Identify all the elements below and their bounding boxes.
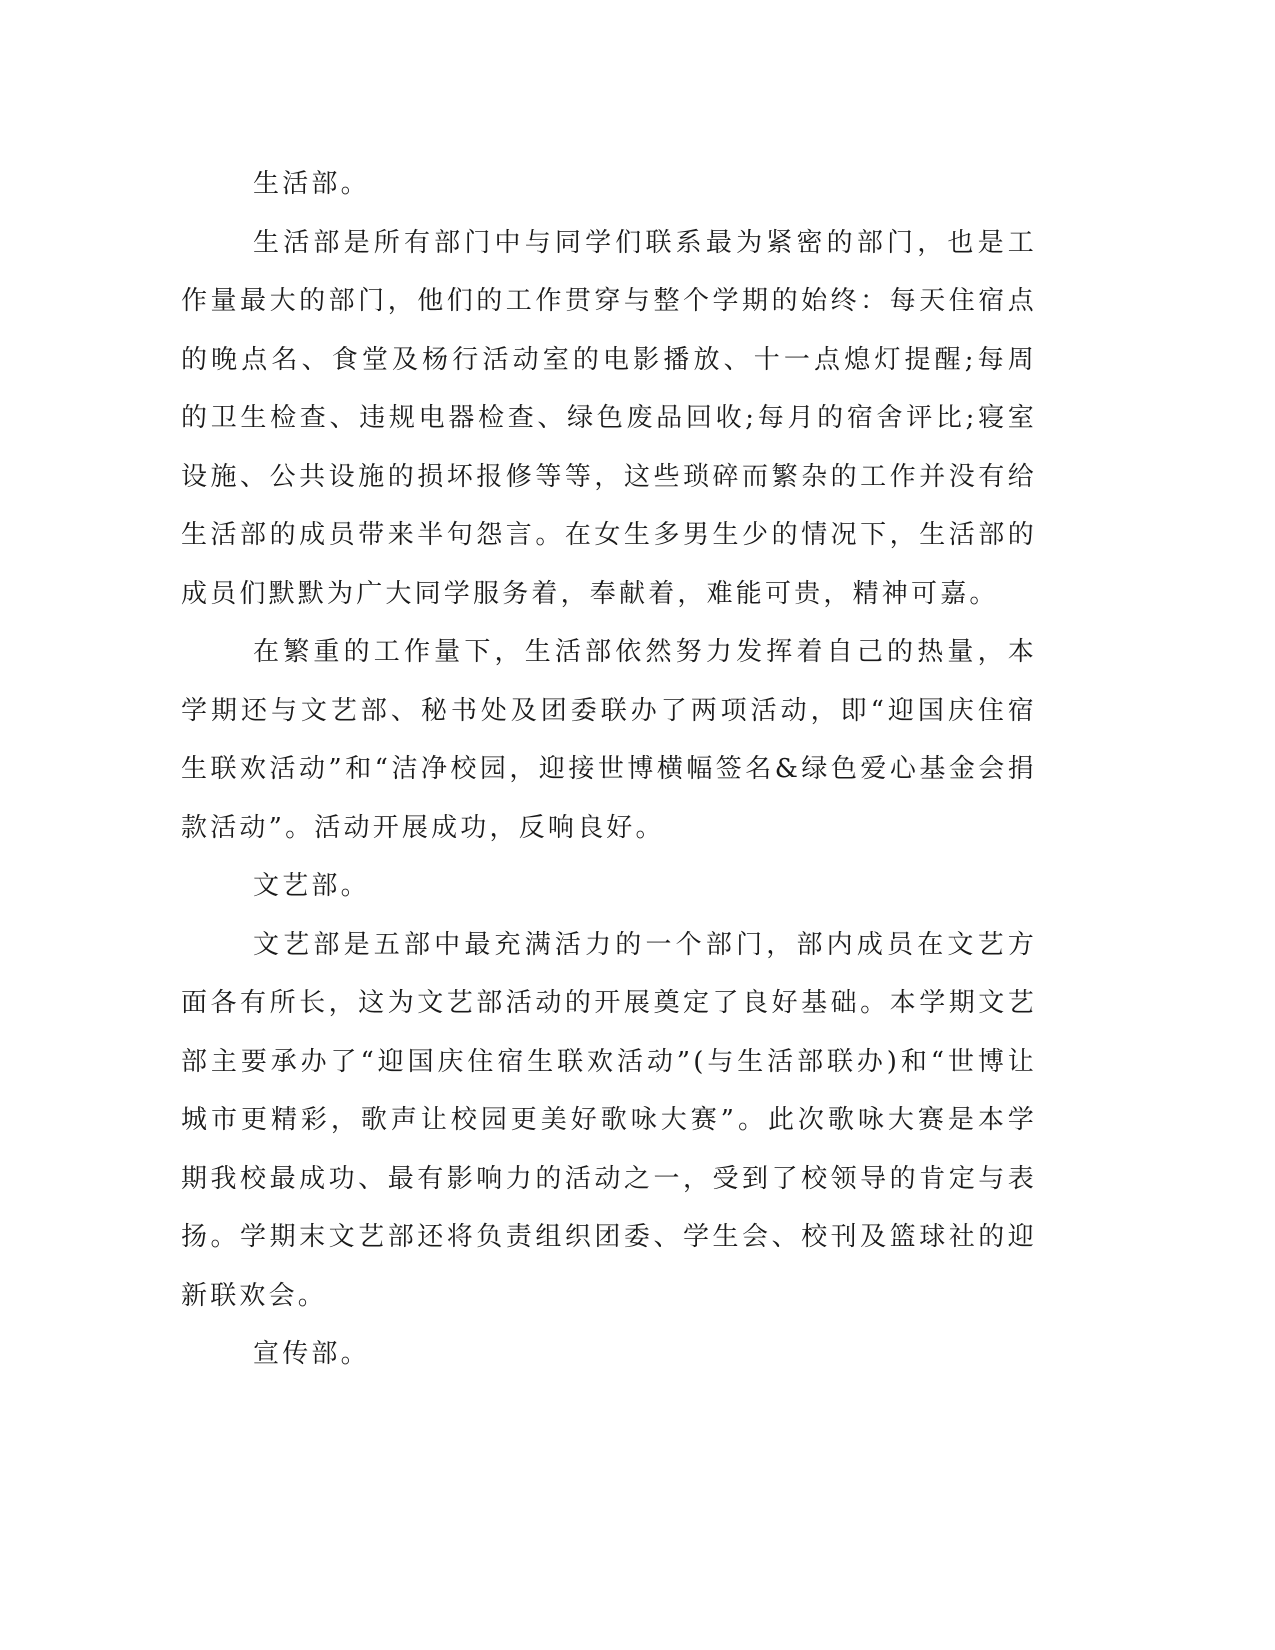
paragraph-arts-department: 文艺部是五部中最充满活力的一个部门，部内成员在文艺方面各有所长，这为文艺部活动的开展奠定了良好基础。本学期文艺部主要承办了“迎国庆住宿生联欢活动”(与生活部联办)和“世博让城市更精彩，歌声让校园更美好歌咏大赛”。此次歌咏大赛是本学期我校最成功、最有影响力的活动之一，受到了校领导的肯定与表扬。学期末文艺部还将负责组织团委、学生会、校刊及篮球社的迎新联欢会。	[181, 929, 1037, 1311]
document-body	[181, 155, 1037, 1384]
section-heading-life-department: 生活部。	[253, 169, 370, 199]
section-heading-arts-department: 文艺部。	[253, 871, 370, 901]
section-heading-publicity-department: 宣传部。	[253, 1339, 370, 1369]
paragraph-life-department-activities: 在繁重的工作量下，生活部依然努力发挥着自己的热量，本学期还与文艺部、秘书处及团委联办了两项活动，即“迎国庆住宿生联欢活动”和“洁净校园，迎接世博横幅签名&绿色爱心基金会捐款活动”。活动开展成功，反响良好。	[181, 637, 1037, 843]
paragraph-life-department-work: 生活部是所有部门中与同学们联系最为紧密的部门，也是工作量最大的部门，他们的工作贯穿与整个学期的始终：每天住宿点的晚点名、食堂及杨行活动室的电影播放、十一点熄灯提醒;每周的卫生检查、违规电器检查、绿色废品回收;每月的宿舍评比;寝室设施、公共设施的损坏报修等等，这些琐碎而繁杂的工作并没有给生活部的成员带来半句怨言。在女生多男生少的情况下，生活部的成员们默默为广大同学服务着，奉献着，难能可贵，精神可嘉。	[181, 227, 1037, 609]
